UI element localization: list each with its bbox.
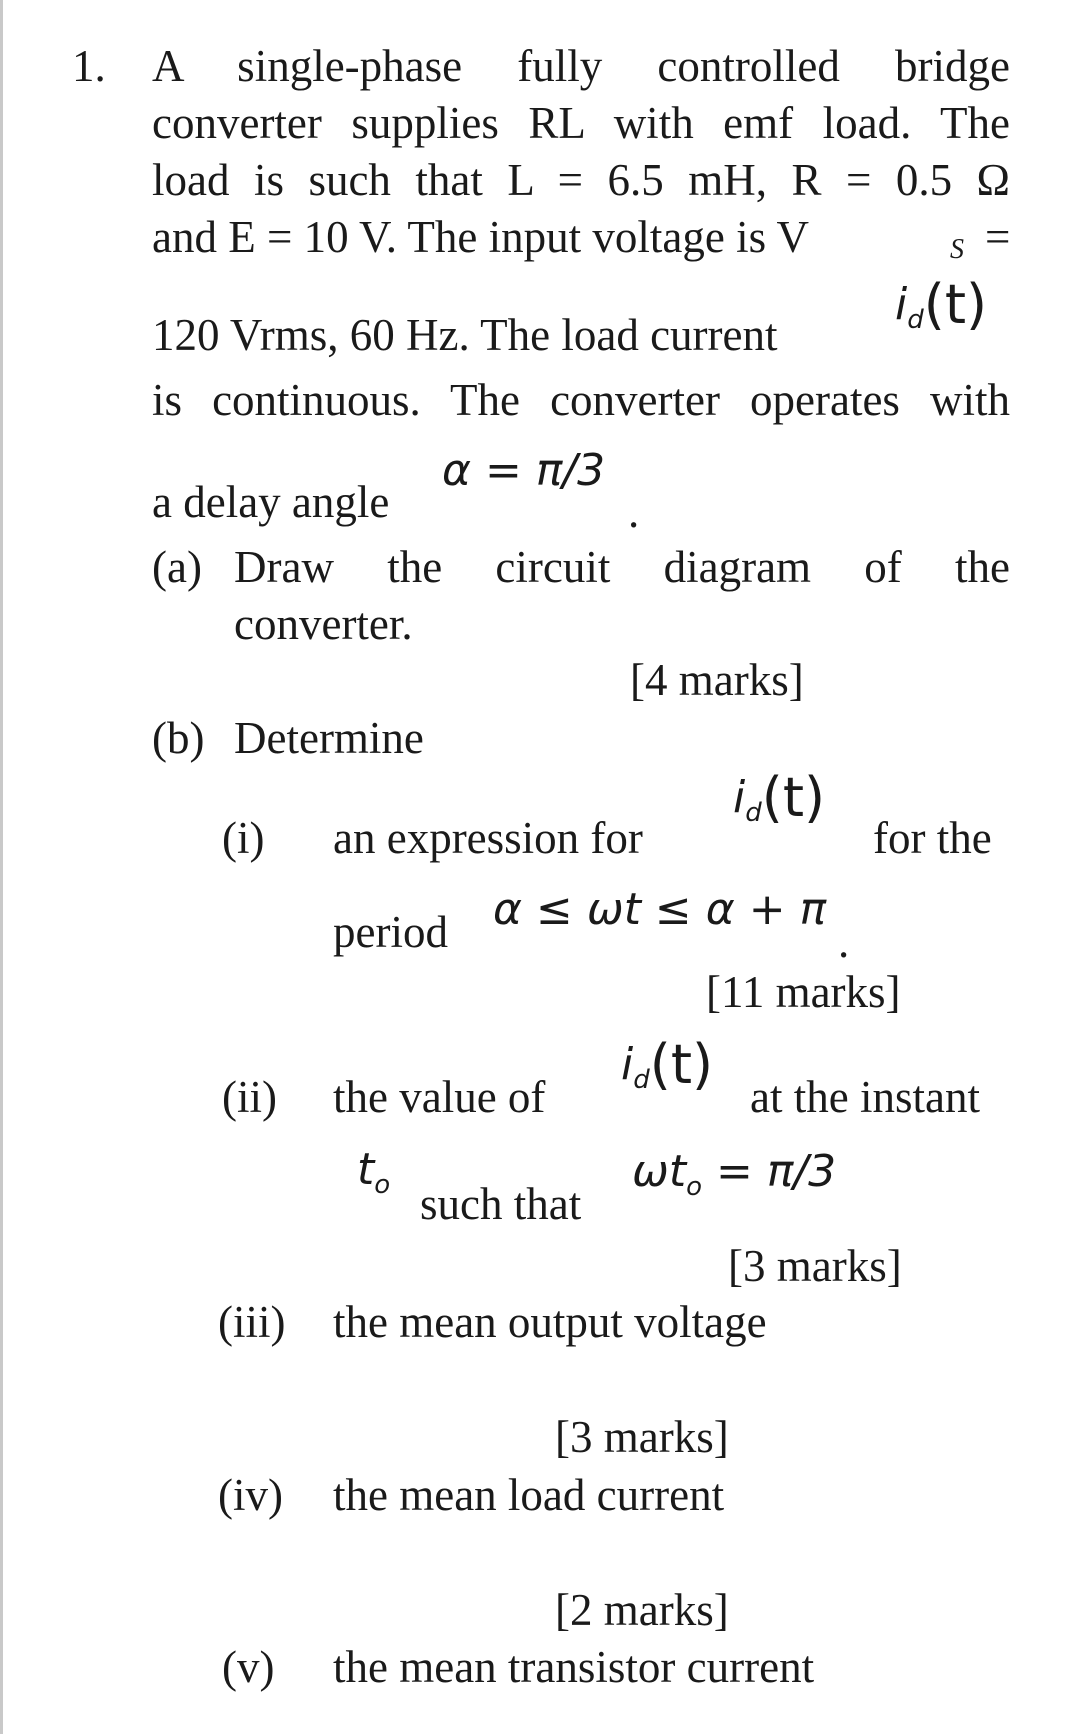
item-ii-t-symbol: $t_o$ (357, 1144, 391, 1200)
item-ii-instant-math: $\omega t_o = \pi/3$ (632, 1146, 837, 1202)
item-i-dot: . (838, 917, 850, 967)
question-line-4 (152, 212, 1011, 262)
item-iii-marks: [3 marks] (555, 1412, 729, 1462)
question-number: 1. (72, 41, 106, 91)
item-iii-text: the mean output voltage (333, 1297, 767, 1347)
question-line-1: A single-phase fully controlled bridge (152, 41, 1010, 91)
delay-angle-expr: α = π/3 (442, 445, 606, 496)
question-line-6: is continuous. The converter operates with (152, 375, 1010, 425)
item-ii-label: (ii) (222, 1072, 277, 1122)
part-b-heading: Determine (234, 713, 424, 763)
item-iv-text: the mean load current (333, 1470, 725, 1520)
question-line-4-text: and E = 10 V. The input voltage is V (152, 212, 810, 262)
item-ii-current-symbol: $i_d(t)$ (621, 1033, 714, 1096)
item-v-text: the mean transistor current (333, 1642, 815, 1692)
item-i-label: (i) (222, 813, 265, 863)
item-ii-text-after: at the instant (750, 1072, 980, 1122)
question-line-2: converter supplies RL with emf load. The (152, 98, 1010, 148)
item-i-marks: [11 marks] (706, 967, 901, 1017)
question-line-3: load is such that L = 6.5 mH, R = 0.5 Ω (152, 155, 1010, 205)
item-ii-such-that: such that (420, 1179, 582, 1229)
item-iv-label: (iv) (218, 1470, 283, 1520)
item-ii-marks: [3 marks] (728, 1241, 902, 1291)
vs-equals: = (985, 212, 1011, 262)
question-line-7: a delay angle (152, 477, 390, 527)
item-i-text-before: an expression for (333, 813, 643, 863)
item-i-text-after: for the (873, 813, 992, 863)
period-dot: . (628, 487, 640, 537)
item-i-line-2: period (333, 907, 448, 957)
part-a-label: (a) (152, 542, 202, 592)
item-ii-text-before: the value of (333, 1072, 546, 1122)
load-current-symbol: $i_d(t)$ (895, 273, 988, 336)
part-b-label: (b) (152, 713, 205, 763)
vs-subscript: S (950, 234, 964, 265)
item-v-label: (v) (222, 1642, 275, 1692)
item-i-period-math: α ≤ ωt ≤ α + π (493, 884, 827, 935)
page-edge (0, 0, 3, 1734)
item-iii-label: (iii) (218, 1297, 286, 1347)
item-i-current-symbol: $i_d(t)$ (733, 766, 826, 829)
part-a-marks: [4 marks] (630, 655, 804, 705)
part-a-line-2: converter. (234, 599, 413, 649)
question-line-5: 120 Vrms, 60 Hz. The load current (152, 310, 778, 360)
part-a-line-1: Draw the circuit diagram of the (234, 542, 1010, 592)
item-iv-marks: [2 marks] (555, 1585, 729, 1635)
